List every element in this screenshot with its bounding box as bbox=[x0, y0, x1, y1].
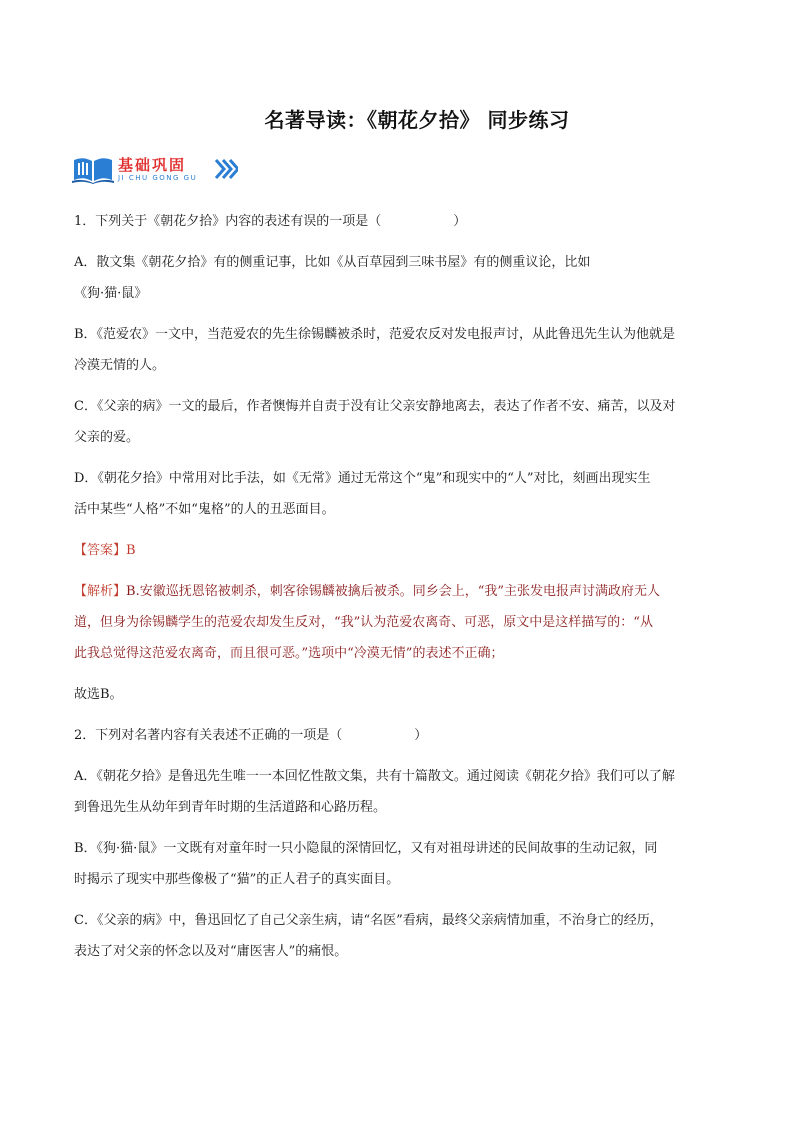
question-1-option-d: D．《朝花夕拾》中常用对比手法，如《无常》通过无常这个“鬼”和现实中的“人”对比，刻画出现实生 活中某些“人格”不如“鬼格”的人的丑恶面目。 bbox=[74, 471, 651, 517]
question-2-option-a: A．《朝花夕拾》是鲁迅先生唯一一本回忆性散文集，共有十篇散文。通过阅读《朝花夕拾》我们可以了解 到鲁迅先生从幼年到青年时期的生活道路和心路历程。 bbox=[74, 769, 675, 815]
banner-label: 基础巩固 bbox=[118, 156, 187, 174]
question-1-option-b: B．《范爱农》一文中，当范爱农的先生徐锡麟被杀时，范爱农反对发电报声讨，从此鲁迅先生认为他就是 冷漠无情的人。 bbox=[74, 327, 676, 373]
section-banner bbox=[72, 152, 252, 192]
question-2-stem: 2．下列对名著内容有关表述不正确的一项是（ ） bbox=[74, 728, 428, 743]
document-body bbox=[74, 206, 734, 977]
question-2-option-c: C．《父亲的病》中，鲁迅回忆了自己父亲生病，请“名医”看病，最终父亲病情加重，不治身亡的经历， 表达了对父亲的怀念以及对“庸医害人”的痛恨。 bbox=[74, 913, 663, 959]
chevron-double-icon bbox=[214, 158, 238, 180]
question-1-conclusion: 故选B。 bbox=[74, 687, 123, 702]
banner-sublabel: JI CHU GONG GU bbox=[118, 174, 198, 182]
page-title: 名著导读：《朝花夕拾》 同步练习 bbox=[264, 108, 570, 132]
question-1-option-c: C．《父亲的病》一文的最后，作者懊悔并自责于没有让父亲安静地离去，表达了作者不安、痛苦，以及对 父亲的爱。 bbox=[74, 399, 676, 445]
question-1-stem: 1．下列关于《朝花夕拾》内容的表述有误的一项是（ ） bbox=[74, 214, 467, 229]
question-1-answer: 【答案】B bbox=[74, 543, 136, 558]
book-icon bbox=[72, 154, 114, 184]
question-1-analysis: 【解析】B.安徽巡抚恩铭被刺杀，刺客徐锡麟被擒后被杀。同乡会上，“我”主张发电报声讨满政府无人 道，但身为徐锡麟学生的范爱农却发生反对，“我”认为范爱农离奇、可恶，原文中是这样描写的：“从 此我总觉得这范爱农离奇，而且很可恶。”选项中“冷漠无情”的表述不正确； bbox=[74, 584, 660, 661]
question-1-option-a: A．散文集《朝花夕拾》有的侧重记事，比如《从百草园到三味书屋》有的侧重议论，比如 《狗·猫·鼠》 bbox=[74, 255, 591, 301]
question-2-option-b: B．《狗·猫·鼠》一文既有对童年时一只小隐鼠的深情回忆，又有对祖母讲述的民间故事的生动记叙，同 时揭示了现实中那些像极了“猫”的正人君子的真实面目。 bbox=[74, 841, 658, 887]
